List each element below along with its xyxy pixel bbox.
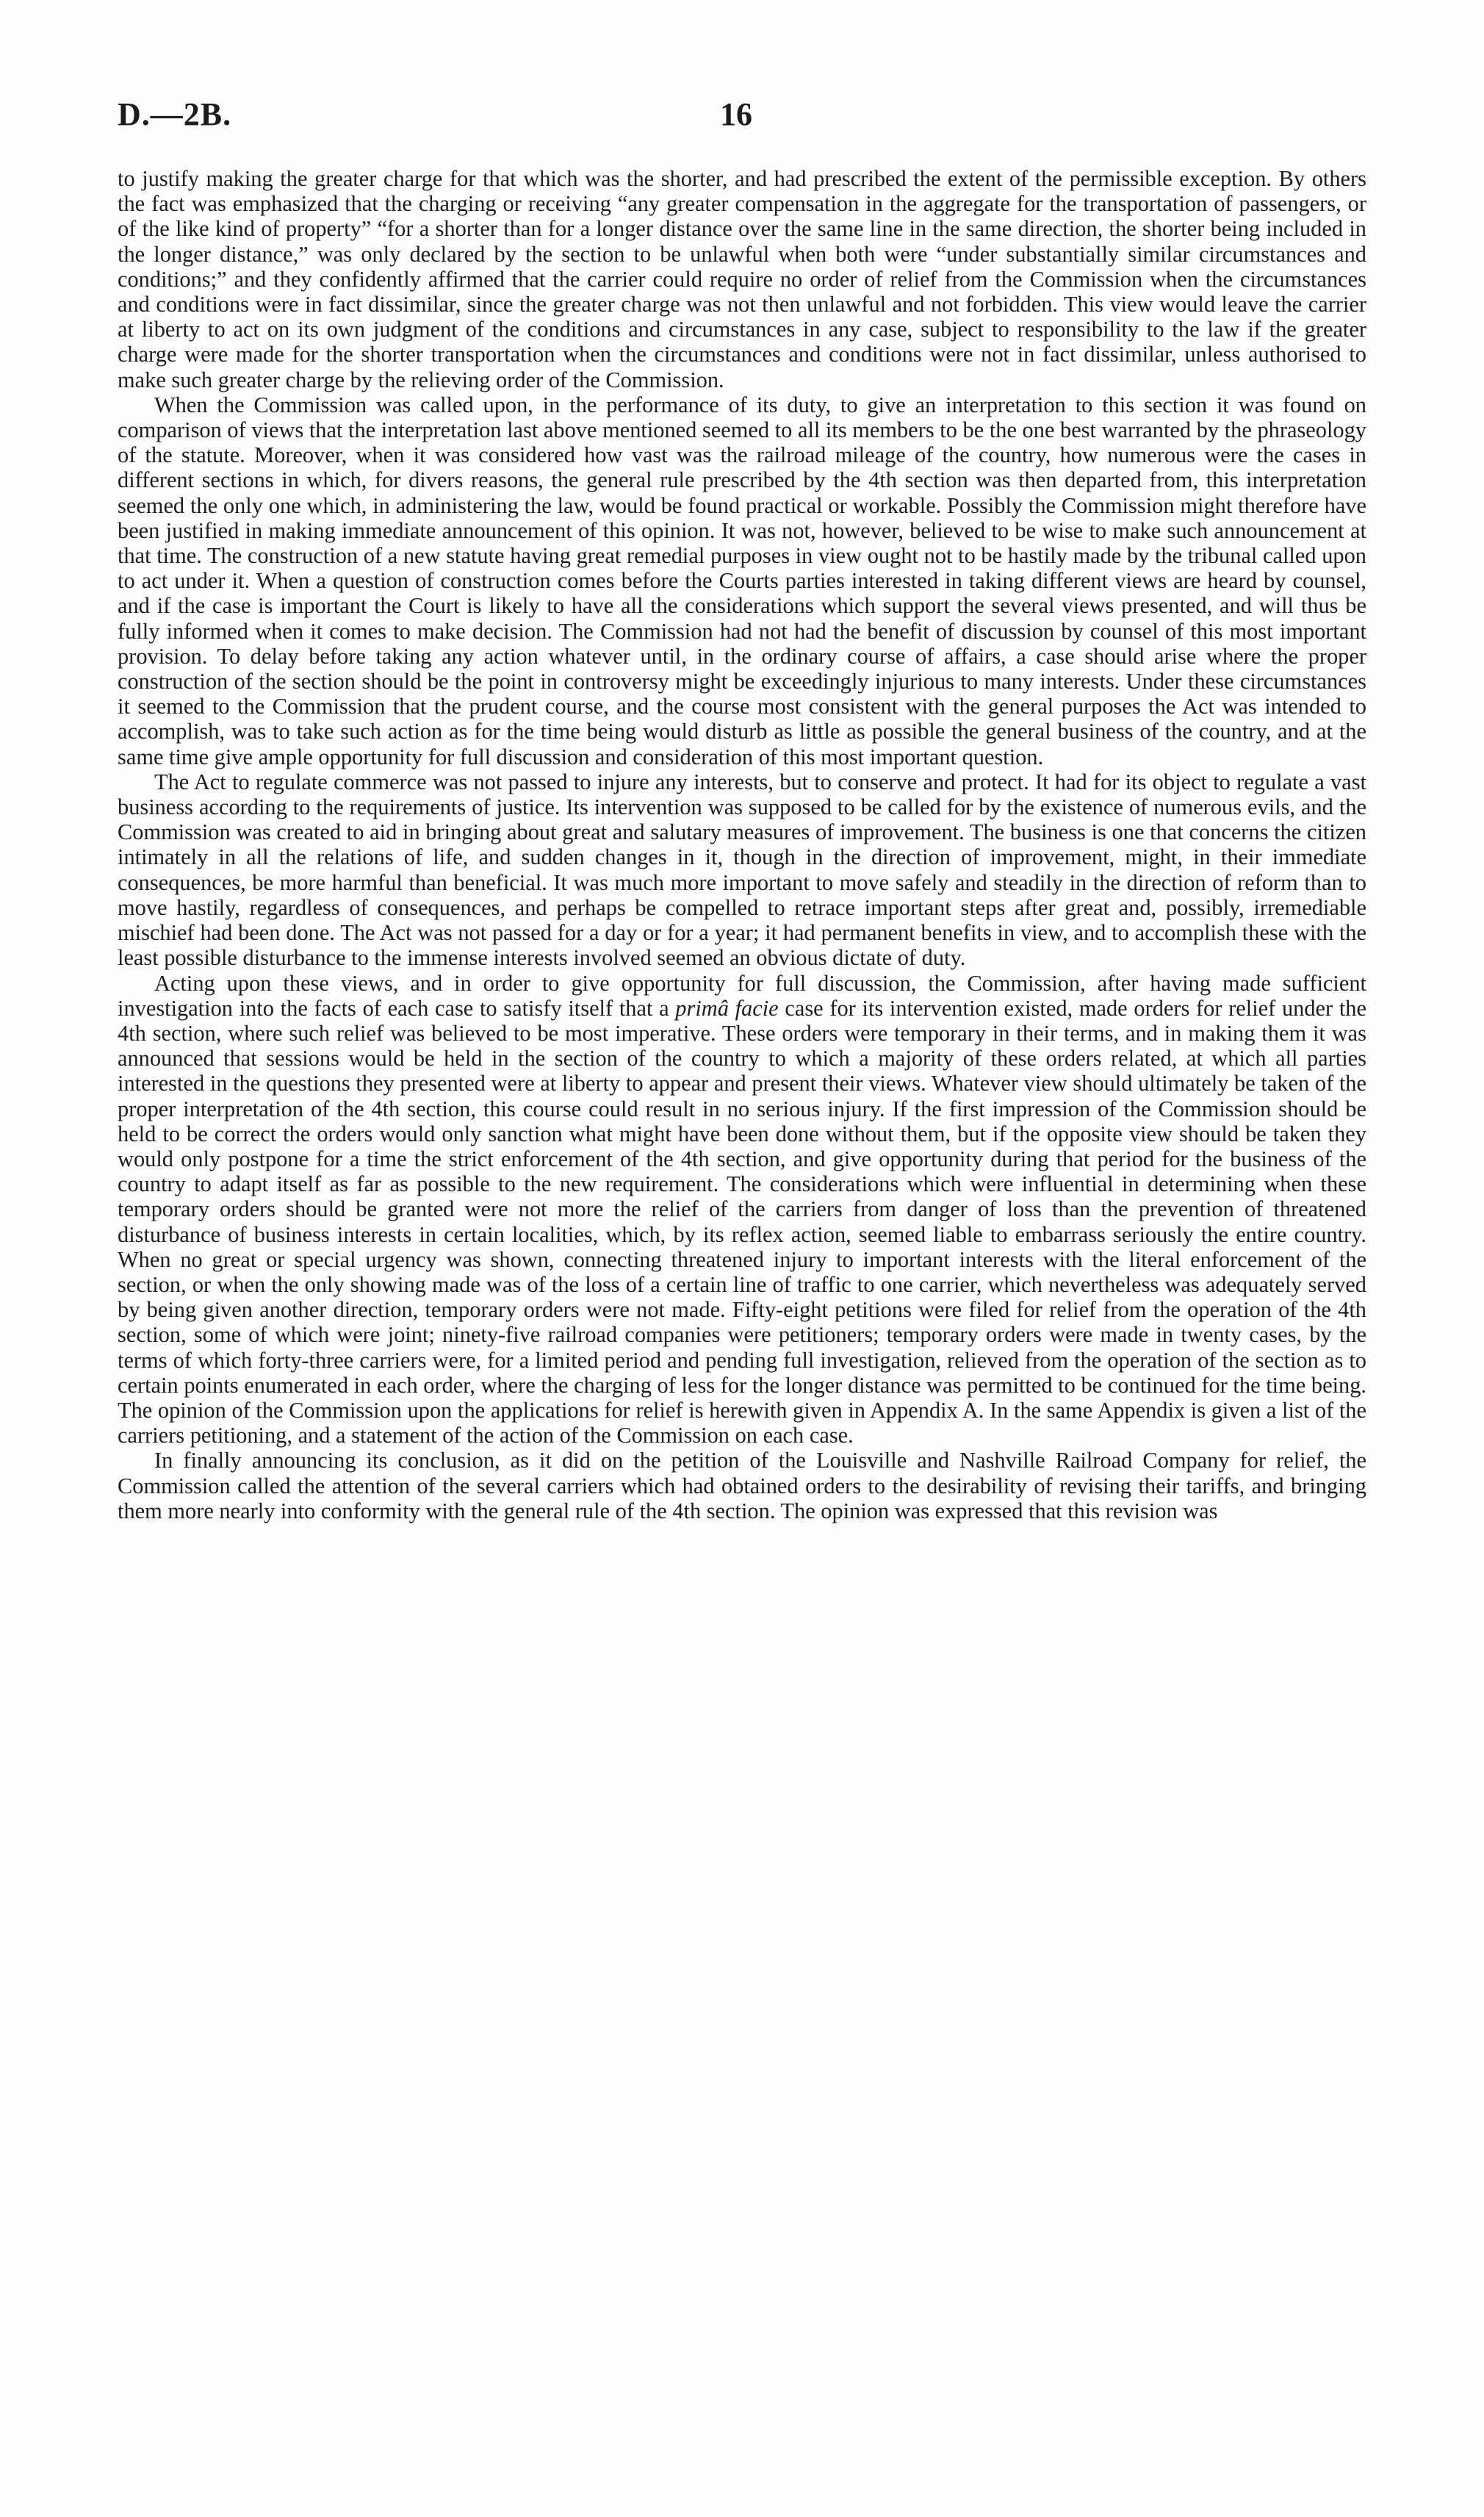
paragraph: to justify making the greater charge for that which was the shorter, and had prescribed the extent of the permissible exception. By others the fact was emphasized that the charging or receiving “any greater compensation in the aggregate for the transportation of passengers, or of the like kind of property” “for a shorter than for a longer distance over the same line in the same direction, the shorter being included in the longer distance,” was only declared by the section to be unlawful when both were “under substantially similar circumstances and conditions;” and they confidently affirmed that the carrier could require no order of relief from the Commission when the circumstances and conditions were in fact dissimilar, since the greater charge was not then unlawful and not forbidden. This view would leave the carrier at liberty to act on its own judgment of the conditions and circumstances in any case, subject to responsibility to the law if the greater charge were made for the shorter transportation when the circumstances and conditions were not in fact dissimilar, unless authorised to make such greater charge by the relieving order of the Commission. xyxy=(118,166,1366,392)
paragraph: The Act to regulate commerce was not passed to injure any interests, but to conserve and protect. It had for its object to regulate a vast business according to the requirements of justice. Its intervention was supposed to be called for by the existence of numerous evils, and the Commission was created to aid in bringing about great and salutary measures of improvement. The business is one that concerns the citizen intimately in all the relations of life, and sudden changes in it, though in the direction of improvement, might, in their immediate consequences, be more harmful than beneficial. It was much more important to move safely and steadily in the direction of reform than to move hastily, regardless of consequences, and perhaps be compelled to retrace important steps after great and, possibly, irremediable mischief had been done. The Act was not passed for a day or for a year; it had permanent benefits in view, and to accomplish these with the least possible disturbance to the immense interests involved seemed an obvious dictate of duty. xyxy=(118,769,1366,971)
page-number: 16 xyxy=(720,96,752,132)
paragraph-text: Acting upon these views, and in order to give opportunity for full discussion, the Commission, after having made sufficient investigation into the facts of each case to satisfy itself that a xyxy=(118,970,1366,1021)
paragraph: When the Commission was called upon, in the performance of its duty, to give an interpretation to this section it was found on comparison of views that the interpretation last above mentioned seemed to all its members to be the one best warranted by the phraseology of the statute. Moreover, when it was considered how vast was the railroad mileage of the country, how numerous were the cases in different sections in which, for divers reasons, the general rule prescribed by the 4th section was then departed from, this interpretation seemed the only one which, in administering the law, would be found practical or workable. Possibly the Commission might therefore have been justified in making immediate announcement of this opinion. It was not, however, believed to be wise to make such announcement at that time. The construction of a new statute having great remedial purposes in view ought not to be hastily made by the tribunal called upon to act under it. When a question of construction comes before the Courts parties interested in taking different views are heard by counsel, and if the case is important the Court is likely to have all the considerations which support the several views presented, and will thus be fully informed when it comes to make decision. The Commission had not had the benefit of discussion by counsel of this most important provision. To delay before taking any action whatever until, in the ordinary course of affairs, a case should arise where the proper construction of the section should be the point in controversy might be exceedingly injurious to many interests. Under these circumstances it seemed to the Commission that the prudent course, and the course most consistent with the general purposes the Act was intended to accomplish, was to take such action as for the time being would disturb as little as possible the general business of the country, and at the same time give ample opportunity for full discussion and consideration of this most important question. xyxy=(118,392,1366,769)
body-text xyxy=(118,166,1366,1523)
paragraph: In finally announcing its conclusion, as it did on the petition of the Louisville and Nashville Railroad Company for relief, the Commission called the attention of the several carriers which had obtained orders to the desirability of revising their tariffs, and bringing them more nearly into conformity with the general rule of the 4th section. The opinion was expressed that this revision was xyxy=(118,1448,1366,1523)
italic-term: primâ facie xyxy=(675,995,779,1021)
page-header xyxy=(118,96,1366,140)
paragraph xyxy=(118,971,1366,1448)
document-code: D.—2B. xyxy=(118,96,232,132)
paragraph-text: case for its intervention existed, made orders for relief under the 4th section, where such relief was believed to be most imperative. These orders were temporary in their terms, and in making them it was announced that sessions would be held in the section of the country to which a majority of these orders related, at which all parties interested in the questions they presented were at liberty to appear and present their views. Whatever view should ultimately be taken of the proper interpretation of the 4th section, this course could result in no serious injury. If the first impression of the Commission should be held to be correct the orders would only sanction what might have been done without them, but if the opposite view should be taken they would only postpone for a time the strict enforcement of the 4th section, and give opportunity during that period for the business of the country to adapt itself as far as possible to the new requirement. The considerations which were influential in determining when these temporary orders should be granted were not more the relief of the carriers from danger of loss than the prevention of threatened disturbance of business interests in certain localities, which, by its reflex action, seemed liable to embarrass seriously the entire country. When no great or special urgency was shown, connecting threatened injury to important interests with the literal enforcement of the section, or when the only showing made was of the loss of a certain line of traffic to one carrier, which nevertheless was adequately served by being given another direction, temporary orders were not made. Fifty-eight petitions were filed for relief from the operation of the 4th section, some of which were joint; ninety-five railroad companies were petitioners; temporary orders were made in twenty cases, by the terms of which forty-three carriers were, for a limited period and pending full investigation, relieved from the operation of the section as to certain points enumerated in each order, where the charging of less for the longer distance was permitted to be continued for the time being. The opinion of the Commission upon the applications for relief is herewith given in Appendix A. In the same Appendix is given a list of the carriers petitioning, and a statement of the action of the Commission on each case. xyxy=(118,995,1366,1448)
